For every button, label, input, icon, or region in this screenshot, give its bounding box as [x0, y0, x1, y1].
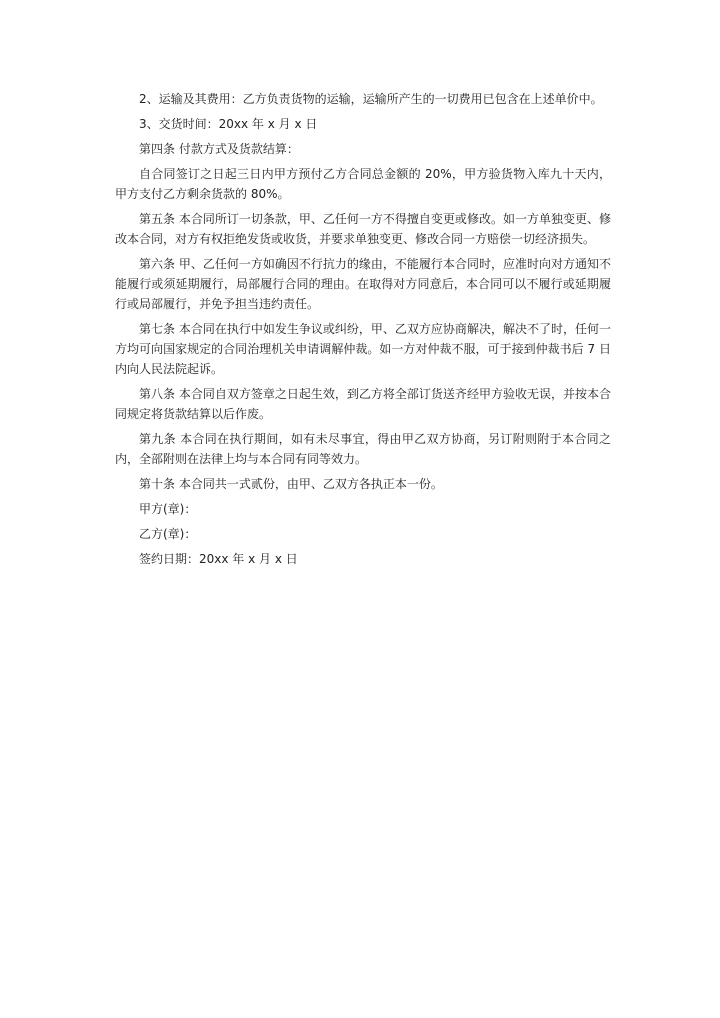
contract-body [115, 89, 611, 574]
paragraph-article-10: 第十条 本合同共一式贰份，由甲、乙双方各执正本一份。 [139, 477, 443, 491]
paragraph-article-8: 第八条 本合同自双方签章之日起生效，到乙方将全部订货送齐经甲方验收无误，并按本合同规定将货款结算以后作废。 [115, 387, 611, 421]
signing-date-line: 签约日期：20xx 年 x 月 x 日 [139, 552, 298, 566]
paragraph-article-4-heading: 第四条 付款方式及货款结算： [139, 142, 299, 156]
paragraph-article-5: 第五条 本合同所订一切条款，甲、乙任何一方不得擅自变更或修改。如一方单独变更、修改本合同，对方有权拒绝发货或收货，并要求单独变更、修改合同一方赔偿一切经济损失。 [115, 212, 611, 246]
paragraph-transport-fees: 2、运输及其费用：乙方负责货物的运输，运输所产生的一切费用已包含在上述单价中。 [139, 92, 603, 106]
party-a-seal-line: 甲方(章)： [139, 502, 197, 516]
paragraph-article-6: 第六条 甲、乙任何一方如确因不行抗力的缘由，不能履行本合同时，应准时向对方通知不能履行或须延期履行，局部履行合同的理由。在取得对方同意后，本合同可以不履行或延期履行或局部履行，并免予担当违约责任。 [115, 257, 611, 311]
paragraph-article-7: 第七条 本合同在执行中如发生争议或纠纷，甲、乙双方应协商解决，解决不了时，任何一方均可向国家规定的合同治理机关申请调解仲裁。如一方对仲裁不服，可于接到仲裁书后 7 日内向人民法院起诉。 [115, 322, 611, 376]
paragraph-delivery-time: 3、交货时间：20xx 年 x 月 x 日 [139, 117, 318, 131]
party-b-seal-line: 乙方(章)： [139, 527, 197, 541]
paragraph-payment-terms: 自合同签订之日起三日内甲方预付乙方合同总金额的 20%，甲方验货物入库九十天内，甲方支付乙方剩余货款的 80%。 [115, 167, 611, 201]
paragraph-article-9: 第九条 本合同在执行期间，如有未尽事宜，得由甲乙双方协商，另订附则附于本合同之内，全部附则在法律上均与本合同有同等效力。 [115, 432, 611, 466]
